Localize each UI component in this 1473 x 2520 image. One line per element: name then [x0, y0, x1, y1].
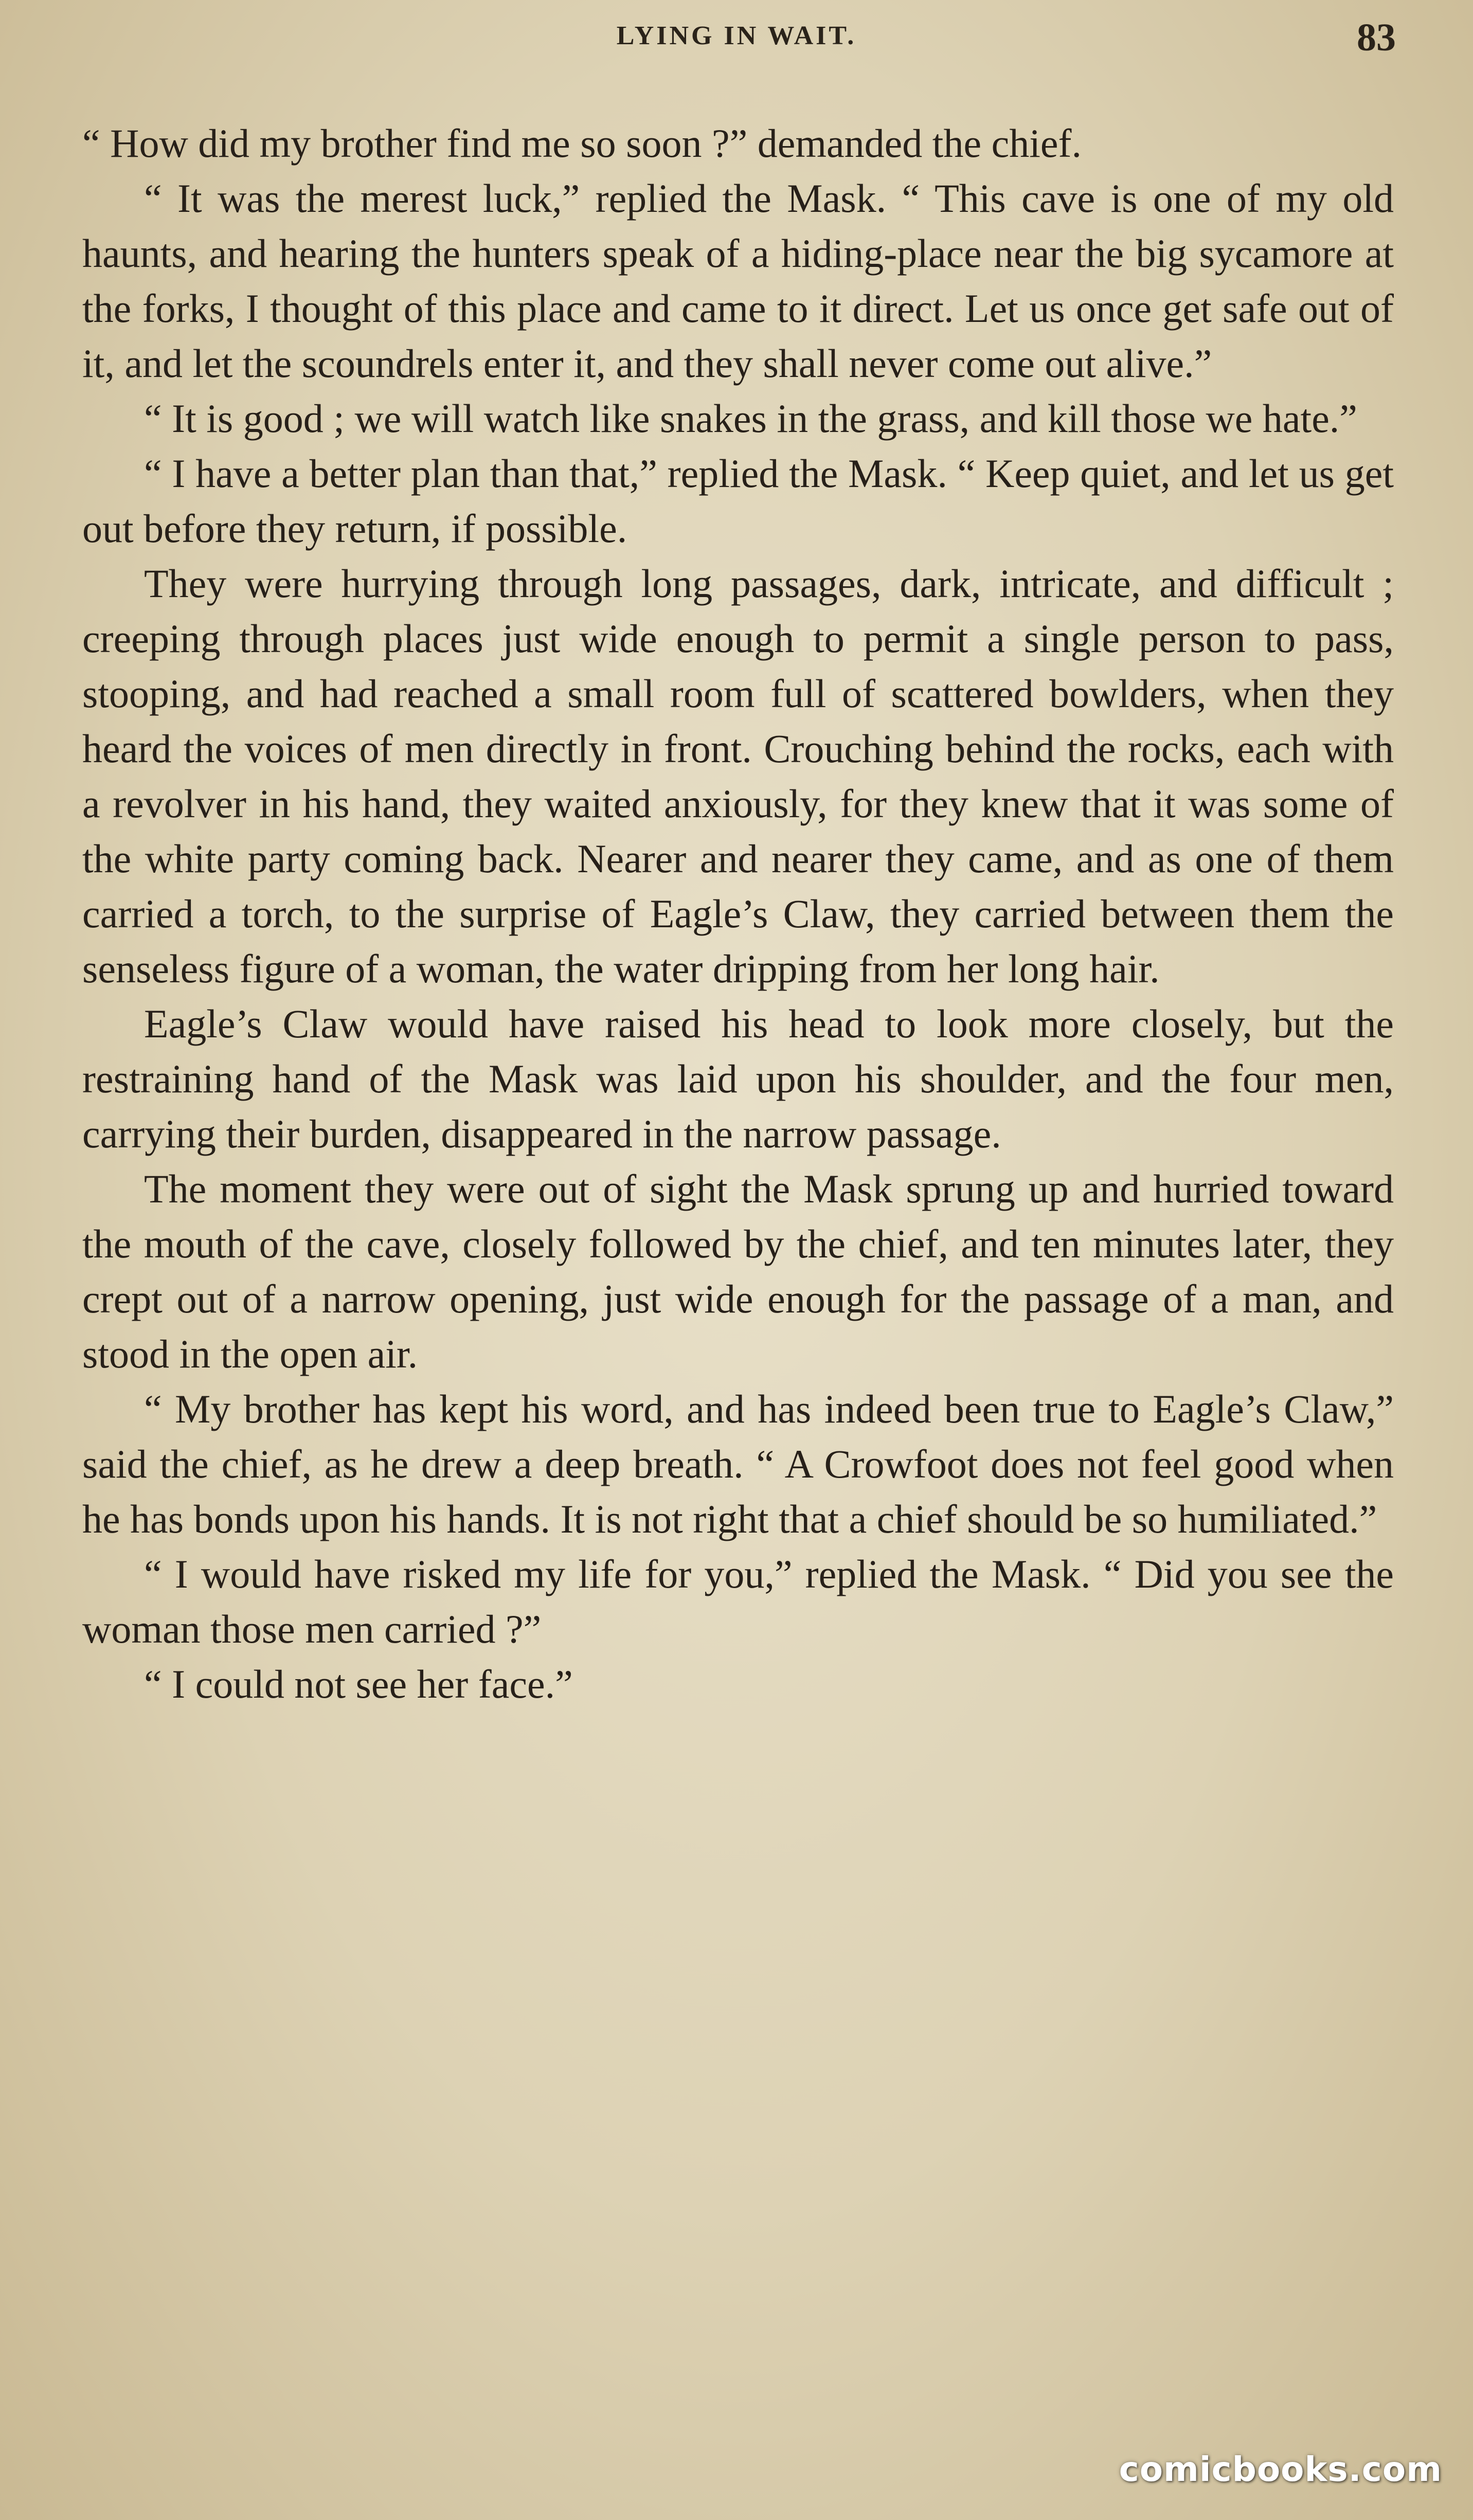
paragraph-10: “ I could not see her face.” — [144, 1662, 573, 1706]
paragraph-9: “ I would have risked my life for you,” replied the Mask. “ Did you see the woman those men carried ?” — [82, 1552, 1394, 1651]
paragraph-2: “ It was the merest luck,” replied the Mask. “ This cave is one of my old haunts, and hearing the hunters speak of a hiding-place near the big sycamore at the forks, I thought of this place and came to it direct. Let us once get safe out of it, and let the scoundrels enter it, and they shall never come out alive.” — [82, 176, 1394, 386]
running-head: LYING IN WAIT. — [616, 21, 857, 50]
paragraph-3: “ It is good ; we will watch like snakes in the grass, and kill those we hate.” — [144, 396, 1357, 441]
paragraph-4: “ I have a better plan than that,” replied the Mask. “ Keep quiet, and let us get out before they return, if possible. — [82, 451, 1394, 551]
paragraph-1: “ How did my brother find me so soon ?” demanded the chief. — [82, 121, 1082, 166]
paragraph-5: They were hurrying through long passages, dark, intricate, and difficult ; creeping through places just wide enough to permit a single person to pass, stooping, and had reached a small room full of scattered bowlders, when they heard the voices of men directly in front. Crouching behind the rocks, each with a revolver in his hand, they waited anxiously, for they knew that it was some of the white party coming back. Nearer and nearer they came, and as one of them carried a torch, to the surprise of Eagle’s Claw, they carried between them the senseless figure of a woman, the water dripping from her long hair. — [82, 561, 1394, 991]
body-text — [82, 116, 1394, 1712]
watermark: comicbooks.com — [1119, 2450, 1442, 2489]
page-number: 83 — [1357, 16, 1396, 59]
paragraph-7: The moment they were out of sight the Mask sprung up and hurried toward the mouth of the cave, closely followed by the chief, and ten minutes later, they crept out of a narrow opening, just wide enough for the passage of a man, and stood in the open air. — [82, 1166, 1394, 1376]
paragraph-6: Eagle’s Claw would have raised his head to look more closely, but the restraining hand of the Mask was laid upon his shoulder, and the four men, carrying their burden, disappeared in the narrow passage. — [82, 1001, 1394, 1156]
page-header — [0, 15, 1473, 72]
paragraph-8: “ My brother has kept his word, and has indeed been true to Eagle’s Claw,” said the chief, as he drew a deep breath. “ A Crowfoot does not feel good when he has bonds upon his hands. It is not right that a chief should be so humiliated.” — [82, 1387, 1394, 1541]
